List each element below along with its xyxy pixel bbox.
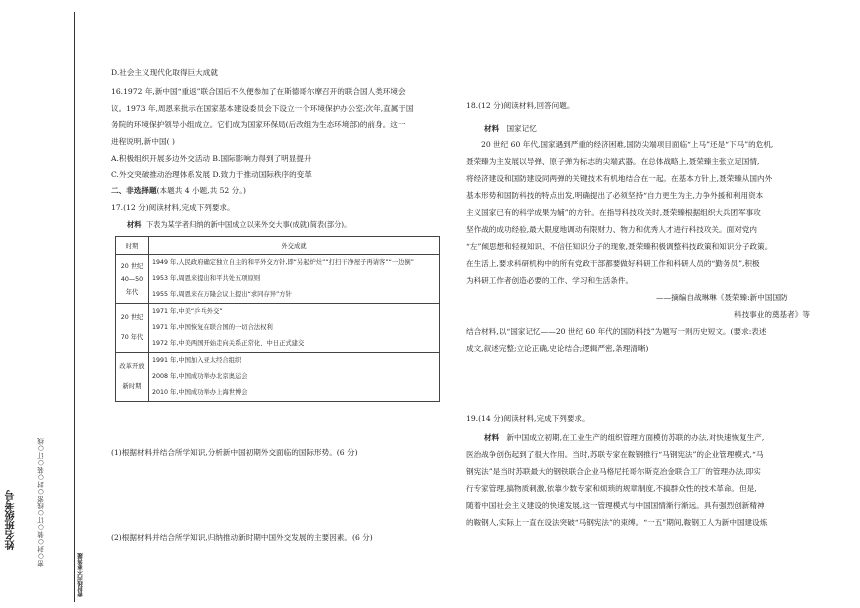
q18-question-line1: 结合材料,以“国家记忆——20 世纪 60 年代的国防科技”为题写一则历史短文。(要求:表述 [466, 327, 767, 336]
era-cell: 20 世纪 40—50 年代 [116, 255, 149, 304]
event-item: 1955 年,周恩来在万隆会议上提出“求同存异”方针 [152, 291, 292, 298]
q17-part2: (2)根据材料并结合所学知识,归纳推动新时期中国外交发展的主要因素。(6 分) [111, 533, 373, 542]
q16-options-cd: C.外交突破推动治理体系发展 D.致力于推动国际秩序的变革 [111, 170, 312, 179]
q17-part1: (1)根据材料并结合所学知识,分析新中国初期外交面临的国际形势。(6 分) [111, 448, 358, 457]
q18-material-header [484, 124, 537, 134]
event-item: 1991 年,中国加入亚太经合组织 [152, 357, 242, 364]
q18-para-line: 坚作战的成功经验,最大限度地调动有限财力、物力和优秀人才进行科技攻关。面对党内 [466, 225, 757, 234]
q19-stem: 19.(14 分)阅读材料,完成下列要求。 [466, 414, 590, 423]
table-header-row [116, 237, 440, 255]
section-title: 二、非选择题 [111, 186, 157, 195]
q19-para-line: 随着中国社会主义建设的快速发展,这一管理模式与中国国情渐行渐远。具有强烈创新精神 [466, 501, 765, 510]
q17-stem: 17.(12 分)阅读材料,完成下列要求。 [111, 203, 235, 212]
q16-line1: 16.1972 年,新中国“重返”联合国后不久便参加了在斯德哥尔摩召开的联合国人类环境会 [111, 87, 406, 96]
q17-material [127, 220, 351, 230]
q18-para-line: “左”倾思想和轻视知识、不信任知识分子的现象,聂荣臻积极调整科技政策和知识分子政策。 [466, 242, 773, 251]
q18-para-line: 将经济建设和国防建设同两弹的关键技术有机地结合在一起。在基本方针上,聂荣臻从国内外 [466, 174, 773, 183]
event-item: 1972 年,中美两国开始走向关系正常化、中日正式建交 [152, 340, 305, 347]
col-period-header: 时期 [116, 237, 149, 255]
event-item: 1971 年,中美“乒乓外交” [152, 308, 223, 315]
section-note: (本题共 4 小题,共 52 分。) [156, 186, 247, 195]
seal-line: 密○封○装○订○线密○封○装○订○线 [37, 438, 45, 567]
q18-material-label: 材料 [484, 124, 500, 133]
q15-option-d: D.社会主义现代化取得巨大成就 [111, 68, 218, 77]
binding-rule [74, 12, 75, 602]
table-row [116, 255, 440, 304]
event-item: 1949 年,人民政府确定独立自主的和平外交方针,即“另起炉灶”“打扫干净屋子再请客”“一边倒” [152, 259, 414, 266]
events-cell [149, 255, 440, 304]
q18-question-line2: 成文,叙述完整;立论正确,史论结合;逻辑严密,条理清晰) [466, 344, 649, 353]
no-answer-notice: 密封线内不要答题 [78, 553, 84, 597]
q16-line4: 进程说明,新中国( ) [111, 137, 175, 146]
col-events-header: 外交成就 [149, 237, 440, 255]
q19-para-line: 行专家管理,搞物质刺激,依靠少数专家和烦琐的规章制度,不搞群众性的技术革命。但是, [466, 484, 757, 493]
table-row [116, 353, 440, 402]
events-cell [149, 304, 440, 353]
q19-para-line: 钢宪法”是当时苏联最大的钢铁联合企业马格尼托哥尔斯克冶金联合工厂的管理办法,即实 [466, 467, 761, 476]
table-row [116, 304, 440, 353]
q17-material-label: 材料 [127, 220, 142, 229]
q19-para-line: 医治战争创伤起到了很大作用。当时,苏联专家在鞍钢推行“马钢宪法”的企业管理模式,“马 [466, 450, 764, 459]
q16-options-ab: A.积极组织开展多边外交活动 B.国际影响力得到了明显提升 [111, 154, 312, 163]
q18-source-line1: ——摘编自战琳琳《聂荣臻:新中国国防 [656, 293, 788, 302]
q18-para-line: 在生活上,要求科研机构中的所有党政干部都要做好科研工作和科研人员的“勤务员”,积极 [466, 259, 760, 268]
q18-para-line: 20 世纪 60 年代,国家遇到严重的经济困难,国防尖端项目面临“上马”还是“下马”的危机, [481, 140, 774, 149]
era-cell: 改革开放 新时期 [116, 353, 149, 402]
name-class-id-label: 姓名班级考号 [6, 490, 17, 550]
q19-material-label: 材料 [484, 433, 500, 442]
q18-para-line: 为科研工作者创造必要的工作、学习和生活条件。 [466, 276, 634, 285]
events-cell [149, 353, 440, 402]
section-heading [111, 186, 246, 196]
q19-para-first: 材料 新中国成立初期,在工业生产的组织管理方面模仿苏联的办法,对快速恢复生产, [484, 433, 765, 442]
q18-stem: 18.(12 分)阅读材料,回答问题。 [466, 101, 575, 110]
event-item: 2008 年,中国成功举办北京奥运会 [152, 373, 248, 380]
event-item: 1971 年,中国恢复在联合国的一切合法权利 [152, 324, 273, 331]
event-item: 1953 年,周恩来提出和平共处五项原则 [152, 275, 261, 282]
event-item: 2010 年,中国成功举办上海世博会 [152, 389, 248, 396]
q18-material-title: 国家记忆 [506, 124, 537, 133]
q18-para-line: 聂荣臻为主发展以导弹、原子弹为标志的尖端武器。在总体战略上,聂荣臻主张立足国情, [466, 157, 760, 166]
q16-line3: 务院的环境保护领导小组成立。它们成为国家环保局(后改组为生态环境部)的前身。这一 [111, 120, 406, 129]
era-cell: 20 世纪 70 年代 [116, 304, 149, 353]
q16-line2: 议。1973 年,周恩来批示在国家基本建设委员会下设立一个环境保护办公室;次年,直属于国 [111, 104, 414, 113]
q18-para-line: 基本形势和国防科技的特点出发,明确提出了必须坚持“自力更生为主,力争外援和利用资本 [466, 191, 764, 200]
q18-para-line: 主义国家已有的科学成果为辅”的方针。在指导科技攻关时,聂荣臻根据组织大兵团军事攻 [466, 208, 761, 217]
q17-material-text: 下表为某学者归纳的新中国成立以来外交大事(成就)简表(部分)。 [145, 220, 352, 229]
q19-para-line: 的鞍钢人,实际上一直在设法突破“马钢宪法”的束缚。“一五”期间,鞍钢工人为新中国建设炼 [466, 518, 768, 527]
diplomacy-table [115, 236, 440, 402]
q18-source-line2: 科技事业的奠基者》等 [734, 310, 810, 319]
